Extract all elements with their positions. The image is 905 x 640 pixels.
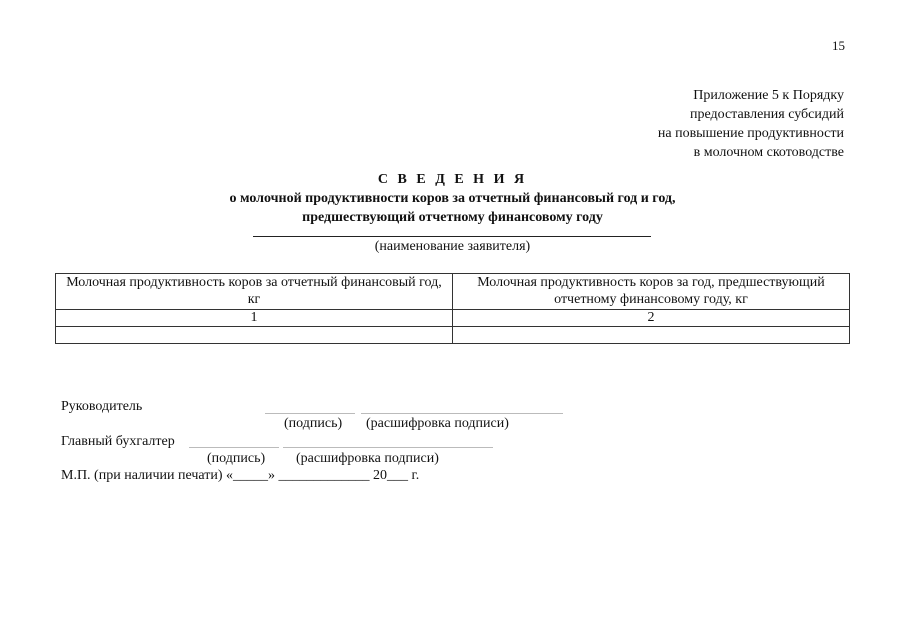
accountant-signature-caption: (подпись) bbox=[207, 451, 266, 466]
head-signature-caption: (подпись) bbox=[284, 416, 343, 431]
appendix-reference bbox=[658, 86, 844, 162]
head-decode-caption: (расшифровка подписи) bbox=[366, 416, 509, 431]
accountant-decode-caption: (расшифровка подписи) bbox=[296, 451, 439, 466]
accountant-signature-line bbox=[189, 447, 279, 448]
head-label: Руководитель bbox=[61, 399, 143, 414]
applicant-name-line bbox=[253, 236, 651, 237]
document-heading bbox=[0, 170, 905, 227]
table-header-row bbox=[56, 274, 850, 310]
applicant-name-caption: (наименование заявителя) bbox=[374, 239, 531, 254]
accountant-decode-line bbox=[283, 447, 493, 448]
table-number-cell: 2 bbox=[453, 310, 850, 327]
appendix-line: в молочном скотоводстве bbox=[693, 145, 844, 160]
head-decode-line bbox=[361, 413, 563, 414]
head-signature-line bbox=[265, 413, 355, 414]
document-subtitle-line-1: о молочной продуктивности коров за отчетный финансовый год и год, bbox=[229, 191, 676, 206]
table-header-cell: Молочная продуктивность коров за год, предшествующий отчетному финансовому году, кг bbox=[453, 274, 850, 310]
table-row bbox=[56, 327, 850, 344]
appendix-line: на повышение продуктивности bbox=[657, 126, 844, 141]
table-number-row bbox=[56, 310, 850, 327]
table-cell bbox=[453, 327, 850, 344]
document-subtitle-line-2: предшествующий отчетному финансовому году bbox=[302, 210, 603, 225]
appendix-line: Приложение 5 к Порядку bbox=[693, 88, 844, 103]
table-cell bbox=[56, 327, 453, 344]
productivity-table bbox=[55, 273, 850, 344]
appendix-line: предоставления субсидий bbox=[689, 107, 844, 122]
page-number: 15 bbox=[832, 38, 845, 53]
stamp-date-line: М.П. (при наличии печати) «_____» _____________ 20___ г. bbox=[61, 468, 420, 483]
accountant-label: Главный бухгалтер bbox=[61, 434, 175, 449]
document-title: С В Е Д Е Н И Я bbox=[377, 172, 528, 187]
table-number-cell: 1 bbox=[56, 310, 453, 327]
table-header-cell: Молочная продуктивность коров за отчетный финансовый год, кг bbox=[56, 274, 453, 310]
